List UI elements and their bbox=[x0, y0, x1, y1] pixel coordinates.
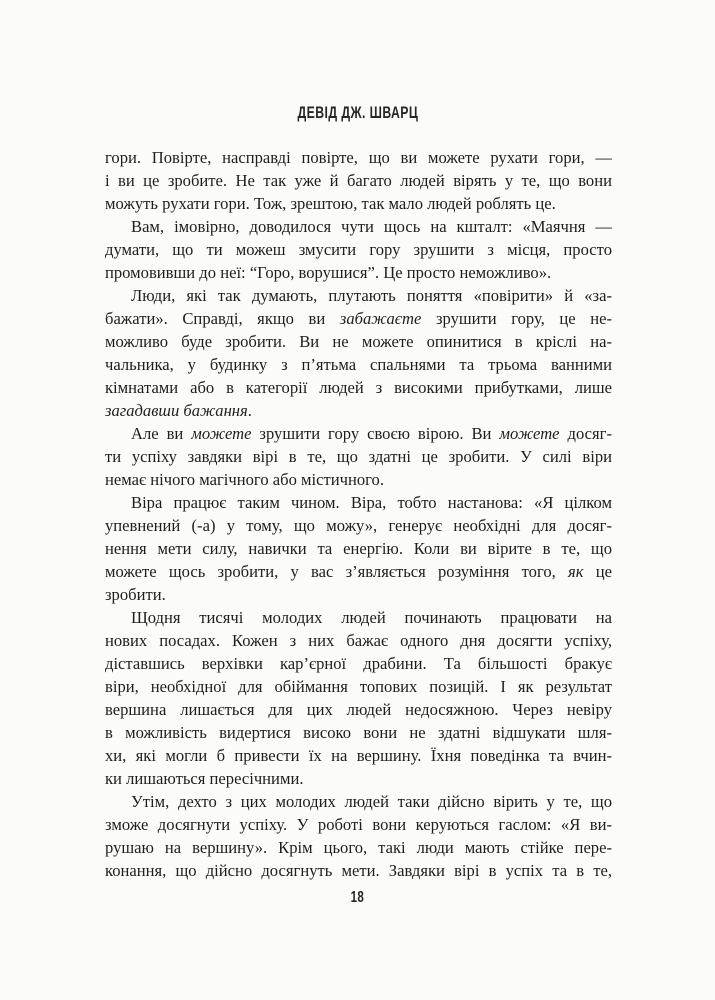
text-run: бажати». Справді, якщо ви bbox=[105, 309, 340, 328]
text-run: конання, що дійсно досягнуть мети. Завдяки вірі в успіх та в те, bbox=[105, 861, 612, 880]
text-line bbox=[105, 399, 612, 422]
italic-text-run: можете bbox=[499, 424, 560, 443]
text-line bbox=[105, 560, 612, 583]
text-run: Віра працює таким чином. Віра, тобто настанова: «Я цілком bbox=[131, 493, 612, 512]
text-run: рушаю на вершину». Крім цього, такі люди мають стійке пере- bbox=[105, 838, 612, 857]
text-line bbox=[105, 307, 612, 330]
text-run: Утім, дехто з цих молодих людей таки дійсно вірить у те, що bbox=[131, 792, 612, 811]
text-run: упевнений (-а) у тому, що можу», генерує необхідні для досяг- bbox=[105, 516, 612, 535]
text-run: Вам, імовірно, доводилося чути щось на кшталт: «Маячня — bbox=[131, 217, 612, 236]
text-run: кімнатами або в категорії людей з високими прибутками, лише bbox=[105, 378, 612, 397]
text-line bbox=[105, 698, 612, 721]
italic-text-run: загадавши бажання bbox=[105, 401, 248, 420]
text-line bbox=[105, 652, 612, 675]
text-run: ти успіху завдяки вірі в те, що здатні це зробити. У силі віри bbox=[105, 447, 612, 466]
text-line bbox=[105, 445, 612, 468]
text-run: хи, які могли б привести їх на вершину. Їхня поведінка та вчин- bbox=[105, 746, 612, 765]
text-run: думати, що ти можеш змусити гору зрушити з місця, просто bbox=[105, 240, 612, 259]
text-run: можуть рухати гори. Тож, зрештою, так мало людей роблять це. bbox=[105, 194, 556, 213]
text-line bbox=[105, 261, 612, 284]
text-run: чальника, у будинку з п’ятьма спальнями та трьома ванними bbox=[105, 355, 612, 374]
text-run: зробити. bbox=[105, 585, 166, 604]
text-run: ки лишаються пересічними. bbox=[105, 769, 304, 788]
text-line bbox=[105, 767, 612, 790]
text-line bbox=[105, 215, 612, 238]
text-line bbox=[105, 629, 612, 652]
text-run: це bbox=[583, 562, 612, 581]
text-line bbox=[105, 675, 612, 698]
text-line bbox=[105, 491, 612, 514]
text-run: промовивши до неї: “Горо, ворушися”. Це просто неможливо». bbox=[105, 263, 552, 282]
text-line bbox=[105, 606, 612, 629]
text-run: вершина лишається для цих людей недосяжною. Через невіру bbox=[105, 700, 612, 719]
text-line bbox=[105, 468, 612, 491]
text-run: віри, необхідної для обіймання топових позицій. І як результат bbox=[105, 677, 612, 696]
page-number-text: 18 bbox=[350, 889, 365, 906]
page-number bbox=[0, 889, 715, 907]
text-line bbox=[105, 514, 612, 537]
text-run: діставшись верхівки кар’єрної драбини. Та більшості бракує bbox=[105, 654, 612, 673]
text-run: досяг- bbox=[559, 424, 612, 443]
text-run: Але ви bbox=[131, 424, 192, 443]
text-line bbox=[105, 284, 612, 307]
text-line bbox=[105, 169, 612, 192]
body-text bbox=[105, 146, 612, 882]
text-run: нових посадах. Кожен з них бажає одного дня досягти успіху, bbox=[105, 631, 612, 650]
text-run: в можливість видертися високо вони не здатні відшукати шля- bbox=[105, 723, 612, 742]
text-line bbox=[105, 376, 612, 399]
text-line bbox=[105, 744, 612, 767]
text-line bbox=[105, 146, 612, 169]
text-line bbox=[105, 790, 612, 813]
text-line bbox=[105, 836, 612, 859]
italic-text-run: як bbox=[568, 562, 584, 581]
text-line bbox=[105, 583, 612, 606]
text-line bbox=[105, 353, 612, 376]
text-line bbox=[105, 422, 612, 445]
italic-text-run: можете bbox=[191, 424, 252, 443]
text-run: зможе досягнути успіху. У роботі вони керуються гаслом: «Я ви- bbox=[105, 815, 612, 834]
text-line bbox=[105, 192, 612, 215]
text-line bbox=[105, 859, 612, 882]
text-run: Щодня тисячі молодих людей починають працювати на bbox=[131, 608, 612, 627]
text-line bbox=[105, 813, 612, 836]
text-run: зрушити гору своєю вірою. Ви bbox=[251, 424, 500, 443]
text-line bbox=[105, 537, 612, 560]
text-line bbox=[105, 238, 612, 261]
text-run: гори. Повірте, насправді повірте, що ви можете рухати гори, — bbox=[105, 148, 612, 167]
text-run: немає нічого магічного або містичного. bbox=[105, 470, 384, 489]
text-run: нення мети силу, навички та енергію. Коли ви вірите в те, що bbox=[105, 539, 612, 558]
text-line bbox=[105, 721, 612, 744]
running-header-text: ДЕВІД ДЖ. ШВАРЦ bbox=[297, 103, 418, 122]
text-line bbox=[105, 330, 612, 353]
text-run: і ви це зробите. Не так уже й багато людей вірять у те, що вони bbox=[105, 171, 612, 190]
text-run: можете щось зробити, у вас з’являється розуміння того, bbox=[105, 562, 569, 581]
italic-text-run: забажаєте bbox=[339, 309, 422, 328]
text-run: зрушити гору, це не- bbox=[421, 309, 612, 328]
text-run: можливо буде зробити. Ви не можете опинитися в кріслі на- bbox=[105, 332, 612, 351]
running-header bbox=[0, 103, 715, 123]
text-run: Люди, які так думають, плутають поняття «повірити» й «за- bbox=[131, 286, 612, 305]
text-run: . bbox=[247, 401, 252, 420]
